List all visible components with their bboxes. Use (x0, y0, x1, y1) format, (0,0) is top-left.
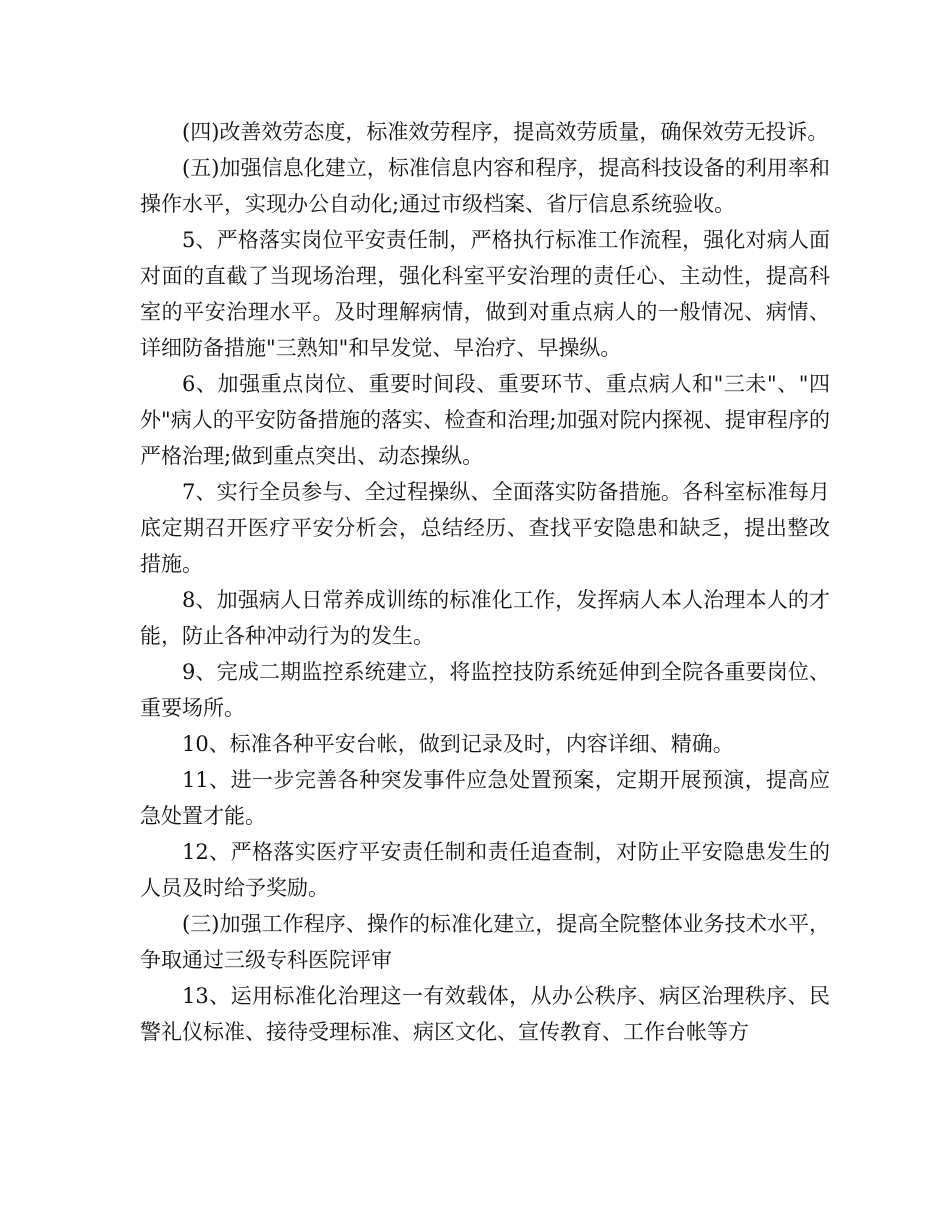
paragraph-item-7: 7、实行全员参与、全过程操纵、全面落实防备措施。各科室标准每月底定期召开医疗平安分析会，总结经历、查找平安隐患和缺乏，提出整改措施。 (140, 480, 830, 576)
paragraph-item-13: 13、运用标准化治理这一有效载体，从办公秩序、病区治理秩序、民警礼仪标准、接待受理标准、病区文化、宣传教育、工作台帐等方 (140, 984, 830, 1044)
paragraph-item-11: 11、进一步完善各种突发事件应急处置预案，定期开展预演，提高应急处置才能。 (140, 768, 830, 828)
paragraph-item-10: 10、标准各种平安台帐，做到记录及时，内容详细、精确。 (182, 732, 734, 756)
paragraph-item-5: 5、严格落实岗位平安责任制，严格执行标准工作流程，强化对病人面对面的直截了当现场治理，强化科室平安治理的责任心、主动性，提高科室的平安治理水平。及时理解病情，做到对重点病人的一般情况、病情、详细防备措施"三熟知"和早发觉、早治疗、早操纵。 (140, 228, 830, 360)
paragraph-section-3: (三)加强工作程序、操作的标准化建立，提高全院整体业务技术水平，争取通过三级专科医院评审 (140, 912, 830, 972)
paragraph-item-12: 12、严格落实医疗平安责任制和责任追查制，对防止平安隐患发生的人员及时给予奖励。 (140, 840, 830, 900)
document-page (140, 114, 830, 1050)
paragraph-informatization: (五)加强信息化建立，标准信息内容和程序，提高科技设备的利用率和操作水平，实现办公自动化;通过市级档案、省厅信息系统验收。 (140, 156, 830, 216)
paragraph-item-6: 6、加强重点岗位、重要时间段、重要环节、重点病人和"三未"、"四外"病人的平安防备措施的落实、检查和治理;加强对院内探视、提审程序的严格治理;做到重点突出、动态操纵。 (140, 372, 830, 468)
paragraph-service-attitude: (四)改善效劳态度，标准效劳程序，提高效劳质量，确保效劳无投诉。 (182, 120, 829, 144)
paragraph-item-9: 9、完成二期监控系统建立，将监控技防系统延伸到全院各重要岗位、重要场所。 (140, 660, 830, 720)
paragraph-item-8: 8、加强病人日常养成训练的标准化工作，发挥病人本人治理本人的才能，防止各种冲动行为的发生。 (140, 588, 830, 648)
